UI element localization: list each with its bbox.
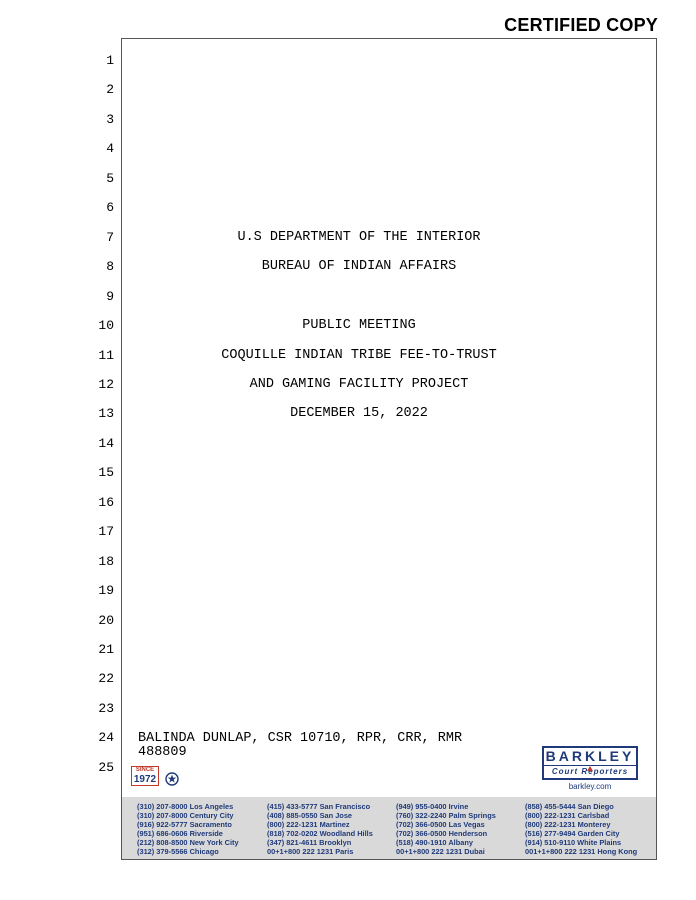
- barkley-logo: [542, 746, 638, 780]
- footer-office-entry: (212) 808-8500 New York City: [137, 838, 239, 847]
- footer-column-3: [396, 802, 496, 856]
- line-number: 4: [106, 141, 114, 157]
- footer-office-entry: (408) 885-0550 San Jose: [267, 811, 353, 820]
- title-line-project: AND GAMING FACILITY PROJECT: [249, 377, 469, 392]
- line-number: 25: [98, 759, 114, 775]
- footer-office-entry: (415) 433-5777 San Francisco: [267, 802, 371, 811]
- footer-office-entry: (818) 702-0202 Woodland Hills: [267, 829, 373, 838]
- line-number: 15: [98, 465, 114, 481]
- footer-office-entry: (951) 686-0606 Riverside: [137, 829, 223, 838]
- footer-office-entry: (760) 322-2240 Palm Springs: [396, 811, 496, 820]
- footer-office-entry: (916) 922-5777 Sacramento: [137, 820, 232, 829]
- title-line-public-meeting: PUBLIC MEETING: [302, 318, 416, 333]
- line-number: 14: [98, 435, 114, 451]
- line-number: 10: [98, 318, 114, 334]
- footer-office-entry: (800) 222-1231 Martinez: [267, 820, 350, 829]
- line-number: 18: [98, 553, 114, 569]
- line-number: 21: [98, 642, 114, 657]
- line-number: 16: [98, 494, 114, 510]
- line-number: 11: [98, 347, 114, 363]
- line-number: 17: [98, 524, 114, 540]
- footer-office-entry: (347) 821-4611 Brooklyn: [267, 838, 352, 847]
- line-number: 22: [98, 671, 114, 687]
- footer-office-entry: (800) 222-1231 Monterey: [525, 820, 611, 829]
- since-1972-badge: [131, 766, 159, 786]
- company-name: BARKLEY: [545, 748, 635, 764]
- footer-office-entry: (702) 366-0500 Henderson: [396, 829, 488, 838]
- title-line-tribe: COQUILLE INDIAN TRIBE FEE-TO-TRUST: [221, 348, 497, 363]
- footer-office-entry: (949) 955-0400 Irvine: [396, 802, 469, 811]
- footer-office-entry: (516) 277-9494 Garden City: [525, 829, 620, 838]
- line-number: 19: [98, 583, 114, 599]
- footer-office-entry: 00+1+800 222 1231 Paris: [267, 847, 354, 856]
- certified-copy-label: CERTIFIED COPY: [504, 15, 658, 35]
- logo-accent-triangle-icon: [587, 766, 593, 771]
- since-label: SINCE: [135, 767, 155, 773]
- footer-office-entry: (312) 379-5566 Chicago: [137, 847, 219, 856]
- footer-office-entry: (310) 207-8000 Los Angeles: [137, 802, 234, 811]
- line-number: 12: [98, 376, 114, 392]
- footer-column-1: [137, 802, 239, 856]
- since-year: 1972: [133, 774, 157, 785]
- footer-column-4: [525, 802, 637, 856]
- line-number: 8: [106, 259, 114, 275]
- line-number: 2: [106, 82, 114, 98]
- line-number: 9: [106, 288, 114, 304]
- title-line-department: U.S DEPARTMENT OF THE INTERIOR: [237, 230, 481, 245]
- title-line-bureau: BUREAU OF INDIAN AFFAIRS: [261, 259, 457, 274]
- company-website: barkley.com: [568, 782, 612, 791]
- footer-office-entry: (702) 366-0500 Las Vegas: [396, 820, 485, 829]
- footer-office-entry: (858) 455-5444 San Diego: [525, 802, 614, 811]
- line-number: 13: [98, 406, 114, 422]
- title-line-date: DECEMBER 15, 2022: [290, 406, 428, 421]
- line-number: 5: [106, 170, 114, 186]
- footer-column-2: [267, 802, 373, 856]
- line-number: 1: [106, 53, 114, 68]
- footer-office-entry: (310) 207-8000 Century City: [137, 811, 234, 820]
- line-number: 3: [106, 111, 114, 127]
- seal-icon: [165, 772, 179, 786]
- footer-office-entry: 00+1+800 222 1231 Dubai: [396, 847, 485, 856]
- line-number: 23: [98, 700, 114, 716]
- line-number: 24: [98, 730, 114, 746]
- company-subtitle: Court Reporters: [551, 767, 629, 776]
- footer-office-entry: (914) 510-9110 White Plains: [525, 838, 622, 847]
- line-number: 6: [106, 200, 114, 216]
- footer-office-entry: (800) 222-1231 Carlsbad: [525, 811, 610, 820]
- line-number: 7: [106, 229, 114, 245]
- reporter-line: BALINDA DUNLAP, CSR 10710, RPR, CRR, RMR: [138, 731, 463, 746]
- footer-office-entry: 001+1+800 222 1231 Hong Kong: [525, 847, 638, 856]
- reporter-line-continued: 488809: [138, 745, 187, 760]
- footer-office-entry: (518) 490-1910 Albany: [396, 838, 473, 847]
- line-number: 20: [98, 612, 114, 628]
